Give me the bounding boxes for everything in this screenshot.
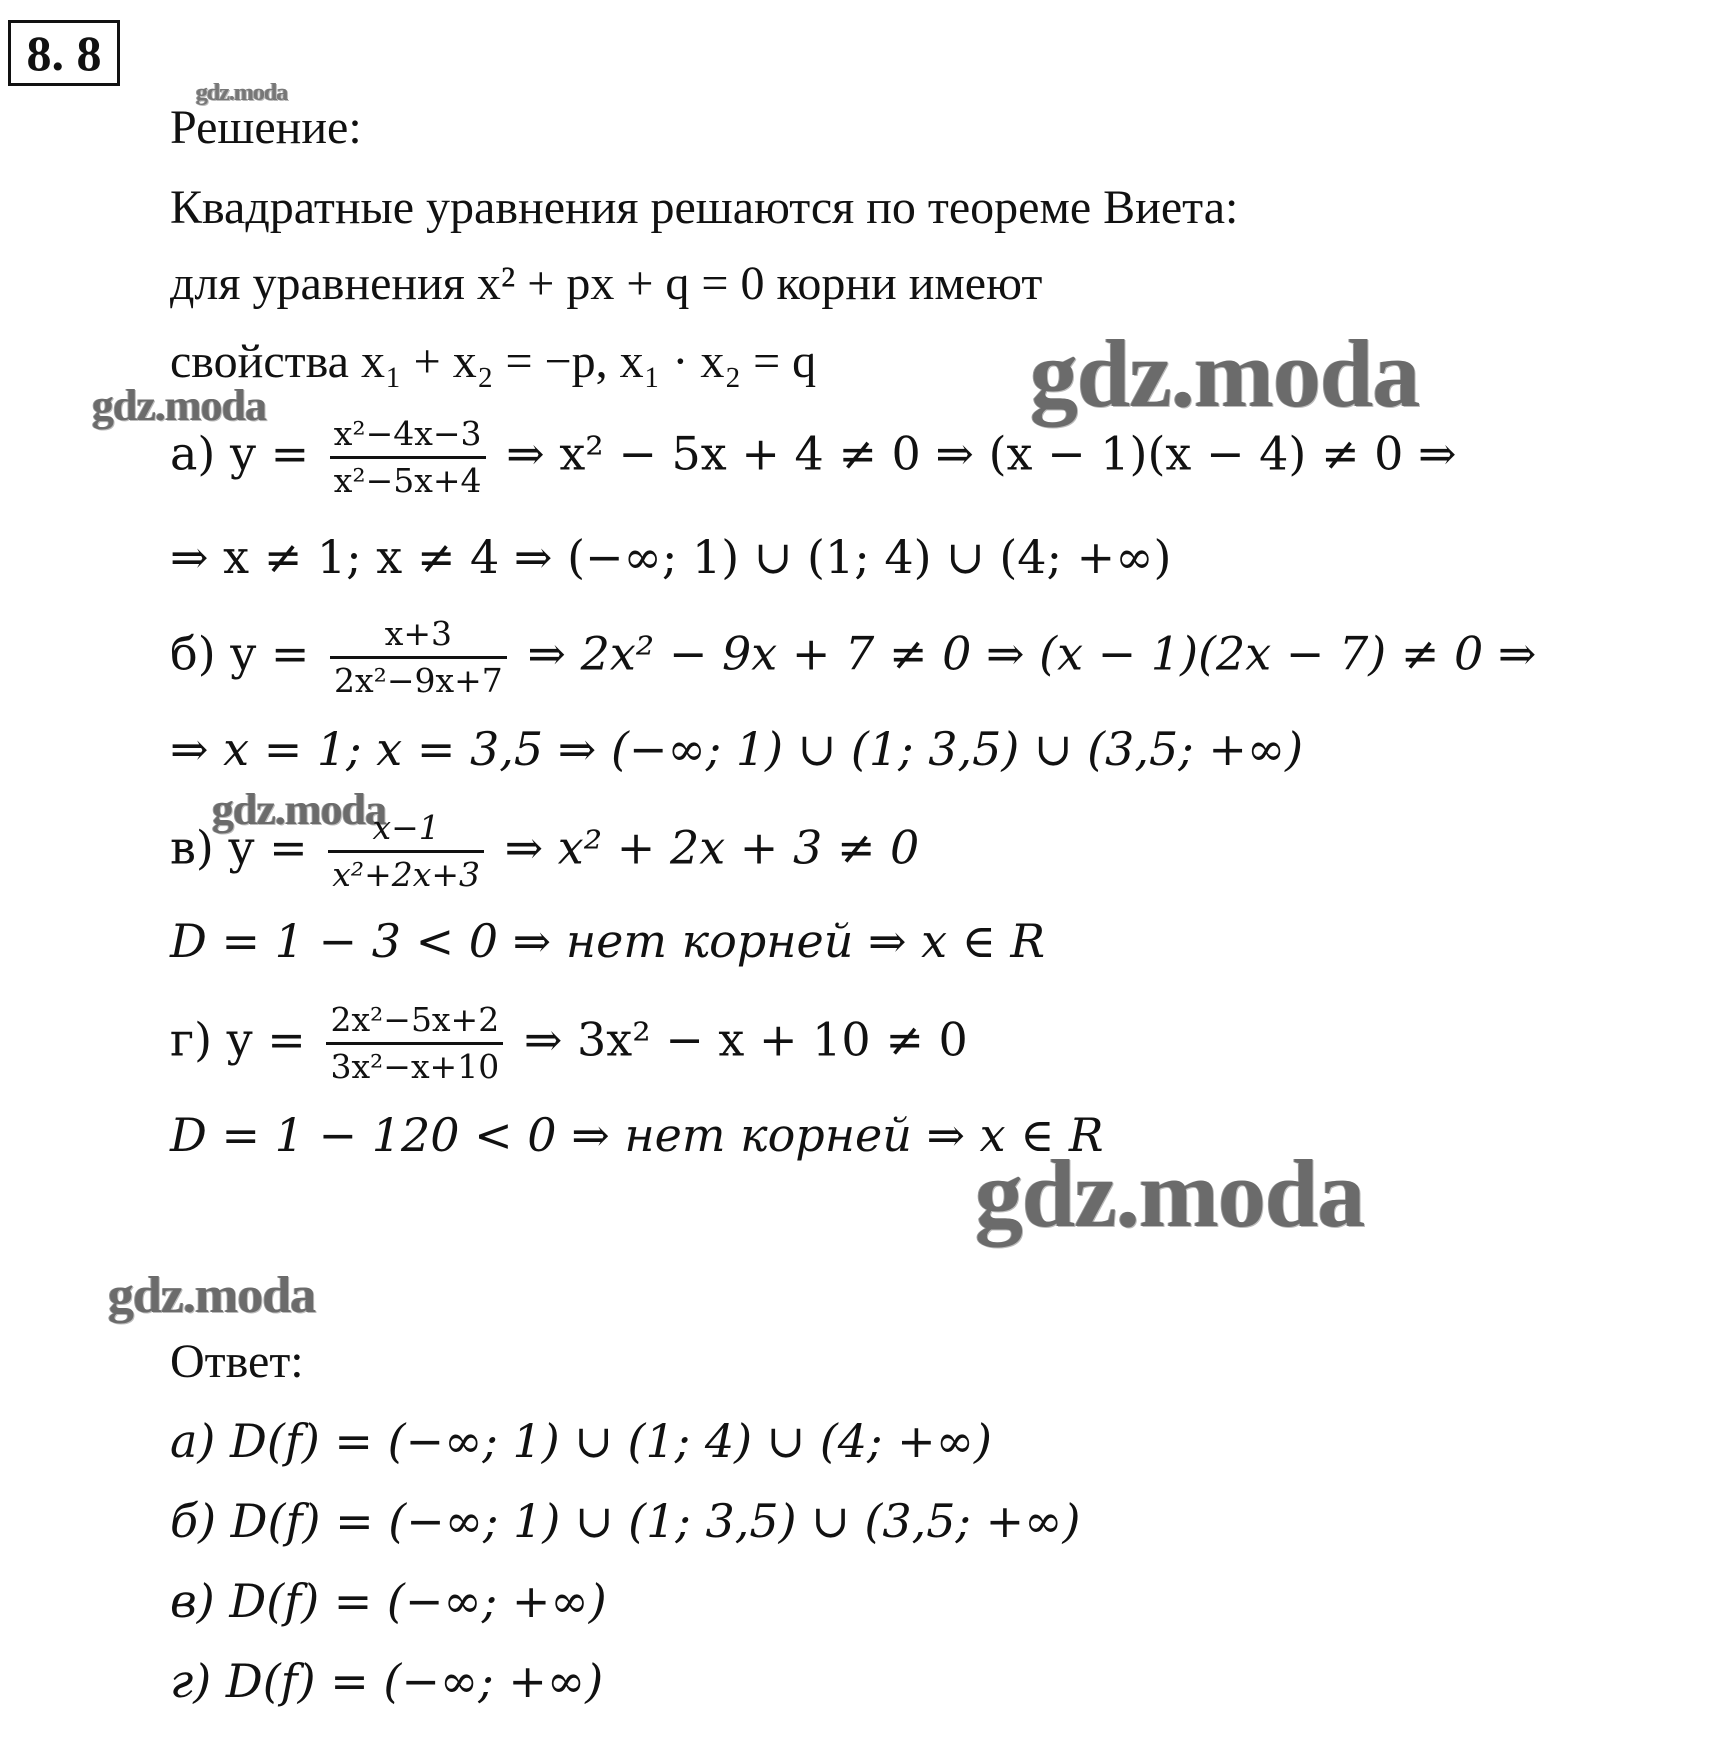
watermark-large-lower: gdz.moda [975,1140,1365,1247]
part-v-line [170,806,919,897]
part-v-prefix: в) y = [170,820,308,875]
part-g-discriminant: D = 1 − 120 < 0 ⇒ нет корней ⇒ x ∈ R [170,1108,1104,1162]
theorem-intro: Квадратные уравнения решаются по теореме Виета: [170,181,1239,234]
watermark-left-upper: gdz.moda [92,381,267,430]
part-a-numerator: x²−4x−3 [333,414,482,453]
theorem-equation: для уравнения x² + px + q = 0 корни имеют [170,257,1043,310]
answer-label: Ответ: [170,1335,304,1388]
part-g-rest: ⇒ 3x² − x + 10 ≠ 0 [523,1012,968,1067]
answer-g: г) D(f) = (−∞; +∞) [170,1654,604,1708]
part-a-prefix: а) y = [170,426,310,481]
problem-number: 8. 8 [8,20,120,86]
part-v-discriminant: D = 1 − 3 < 0 ⇒ нет корней ⇒ x ∈ R [170,914,1046,968]
answer-a: а) D(f) = (−∞; 1) ∪ (1; 4) ∪ (4; +∞) [170,1414,992,1468]
part-b-result: ⇒ x = 1; x = 3,5 ⇒ (−∞; 1) ∪ (1; 3,5) ∪ (3,5; +∞) [170,722,1304,776]
part-b-numerator: x+3 [384,614,453,653]
part-g-prefix: г) y = [170,1012,306,1067]
part-v-rest: ⇒ x² + 2x + 3 ≠ 0 [504,820,920,875]
part-a-result: ⇒ x ≠ 1; x ≠ 4 ⇒ (−∞; 1) ∪ (1; 4) ∪ (4; +∞) [170,530,1172,584]
part-b-rest: ⇒ 2x² − 9x + 7 ≠ 0 ⇒ (x − 1)(2x − 7) ≠ 0 ⇒ [527,626,1537,681]
part-g-line [170,998,968,1089]
solution-label: Решение: [170,101,362,154]
part-b-fraction [330,612,507,703]
watermark-left-lower: gdz.moda [108,1267,316,1324]
part-v-fraction [328,806,484,897]
part-v-denominator: x²+2x+3 [328,850,484,897]
part-b-prefix: б) y = [170,626,310,681]
answer-b: б) D(f) = (−∞; 1) ∪ (1; 3,5) ∪ (3,5; +∞) [170,1494,1081,1548]
part-g-fraction [326,998,503,1089]
part-g-denominator: 3x²−x+10 [326,1042,503,1089]
answer-v: в) D(f) = (−∞; +∞) [170,1574,607,1628]
part-a-line [170,412,1457,503]
part-v-numerator: x−1 [372,808,440,847]
theorem-properties: свойства x₁ + x₂ = −p, x₁ · x₂ = q [170,335,817,388]
part-g-numerator: 2x²−5x+2 [330,1000,500,1039]
part-a-rest: ⇒ x² − 5x + 4 ≠ 0 ⇒ (x − 1)(x − 4) ≠ 0 ⇒ [506,426,1457,481]
watermark-mid: gdz.moda [212,785,387,834]
part-b-line [170,612,1536,703]
part-a-denominator: x²−5x+4 [330,456,486,503]
part-a-fraction [330,412,486,503]
watermark-large-upper: gdz.moda [1030,320,1420,427]
part-b-denominator: 2x²−9x+7 [330,656,507,703]
watermark-small-top: gdz.moda [196,80,288,106]
